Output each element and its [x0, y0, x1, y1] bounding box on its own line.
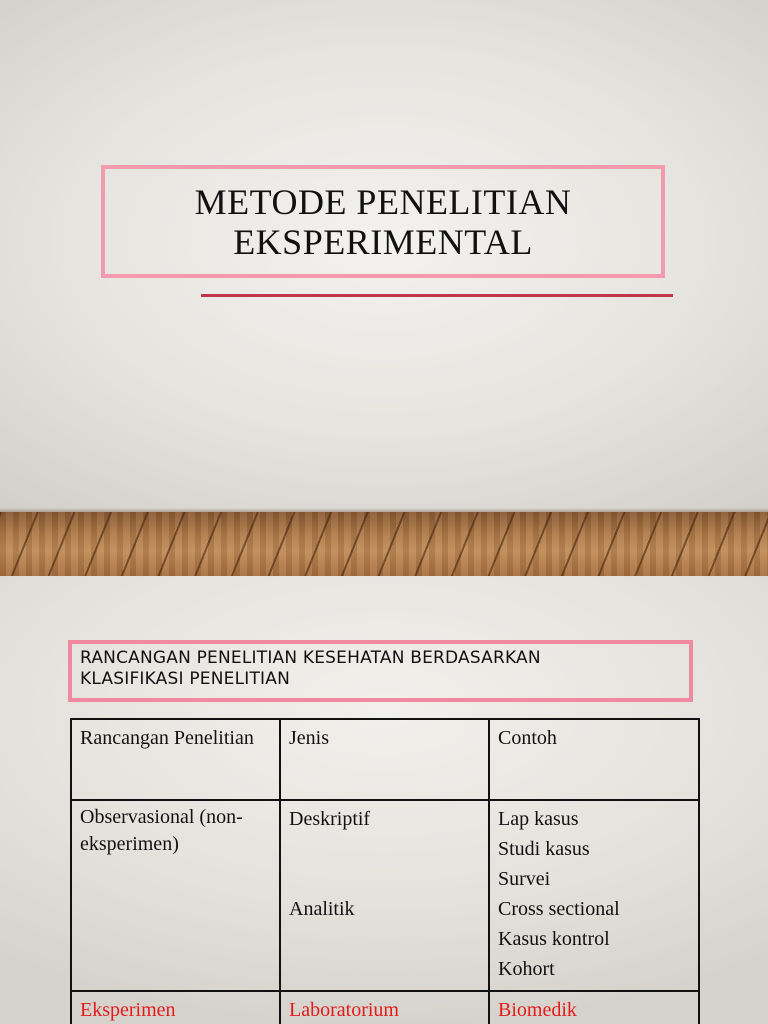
cell-rancangan-eksperimen: Eksperimen [71, 991, 280, 1024]
jenis-deskriptif: Deskriptif [289, 808, 371, 830]
slide-title: METODE PENELITIAN EKSPERIMENTAL [194, 181, 572, 262]
cell-jenis-laboratorium: Laboratorium [280, 991, 489, 1024]
contoh-item: Survei [498, 868, 551, 890]
research-design-table [70, 718, 700, 1024]
wood-floor [0, 512, 768, 576]
cell-contoh-biomedik: Biomedik [489, 991, 699, 1024]
header-cell-rancangan: Rancangan Penelitian [71, 719, 280, 800]
table-row-observasional [71, 800, 699, 991]
title-underline [201, 294, 673, 297]
contoh-item: Cross sectional [498, 898, 620, 920]
table-row-eksperimen [71, 991, 699, 1024]
title-frame [101, 165, 665, 278]
cell-rancangan-observasional [71, 800, 280, 991]
heading-frame [68, 640, 693, 702]
header-cell-jenis: Jenis [280, 719, 489, 800]
cell-contoh-observasional [489, 800, 699, 991]
contoh-item: Studi kasus [498, 838, 590, 860]
jenis-spacer-2 [289, 864, 480, 894]
table-header-row [71, 719, 699, 800]
jenis-analitik: Analitik [289, 898, 355, 920]
cell-jenis-observasional [280, 800, 489, 991]
contoh-item: Lap kasus [498, 808, 579, 830]
contoh-item: Kasus kontrol [498, 928, 610, 950]
jenis-spacer [289, 834, 480, 864]
header-cell-contoh: Contoh [489, 719, 699, 800]
rancangan-observasional-text: Observasional (non-eksperimen) [80, 806, 243, 855]
table-slide [0, 576, 768, 1024]
slide-heading: RANCANGAN PENELITIAN KESEHATAN BERDASARKAN KLASIFIKASI PENELITIAN [80, 648, 541, 689]
contoh-item: Kohort [498, 958, 555, 980]
